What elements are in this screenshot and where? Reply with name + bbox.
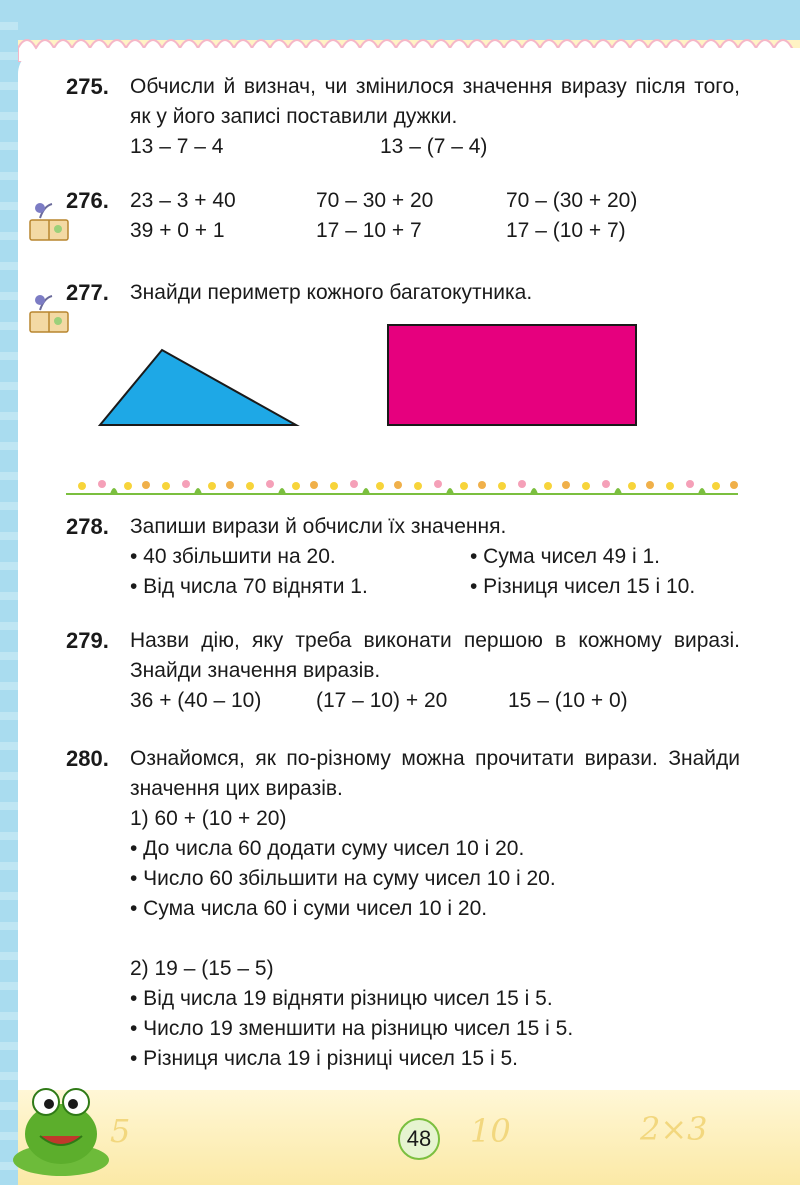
task-item: • Від числа 70 відняти 1. (130, 575, 368, 598)
exercise-number: 277. (66, 280, 109, 305)
exercise-number: 275. (66, 74, 109, 99)
exercise-body (130, 626, 740, 716)
expression-row (130, 132, 740, 162)
expression: 39 + 0 + 1 (130, 219, 225, 242)
exercise-body (130, 512, 740, 602)
expression: 23 – 3 + 40 (130, 189, 236, 212)
exercise-number: 278. (66, 514, 109, 539)
reading-item: • Від числа 19 відняти різницю чисел 15 і 5. (130, 987, 553, 1010)
expression-row (130, 216, 740, 246)
expression: 13 – 7 – 4 (130, 135, 224, 158)
exercise-text: Запиши вирази й обчисли їх значення. (130, 515, 507, 538)
expression: (17 – 10) + 20 (316, 689, 448, 712)
exercise-276 (66, 186, 746, 246)
expression: 70 – (30 + 20) (506, 189, 638, 212)
footer-decoration: 5 (110, 1112, 131, 1150)
expression: 17 – 10 + 7 (316, 219, 422, 242)
exercise-279 (66, 626, 746, 716)
expression: 36 + (40 – 10) (130, 689, 262, 712)
exercise-275 (66, 72, 746, 162)
flower-strip (66, 468, 738, 498)
part-title: 1) 60 + (10 + 20) (130, 807, 287, 830)
expression-row (130, 186, 740, 216)
frog-icon (6, 1072, 116, 1182)
expression-row (130, 686, 740, 716)
exercise-text: Ознайомся, як по-різному можна прочитати вирази. Знайди значення цих виразів. (130, 747, 740, 800)
task-item: • Сума чисел 49 і 1. (470, 545, 661, 568)
exercise-body (130, 186, 740, 246)
expression: 70 – 30 + 20 (316, 189, 434, 212)
exercise-body (130, 278, 740, 308)
triangle-shape (96, 346, 300, 428)
reading-item: • Число 19 зменшити на різницю чисел 15 і 5. (130, 1017, 574, 1040)
rectangle-shape (387, 324, 637, 426)
exercise-number: 280. (66, 746, 109, 771)
exercise-text: Обчисли й визнач, чи змінилося значення виразу після того, як у його записі поставили дужки. (130, 75, 740, 128)
exercise-278 (66, 512, 746, 602)
task-item: • 40 збільшити на 20. (130, 545, 336, 568)
exercise-number: 276. (66, 188, 109, 213)
footer-decoration: 2×3 (640, 1110, 708, 1148)
page-number: 48 (398, 1118, 440, 1160)
task-row (130, 542, 740, 572)
reading-item: • До числа 60 додати суму чисел 10 і 20. (130, 837, 525, 860)
exercise-number: 279. (66, 628, 109, 653)
expression: 17 – (10 + 7) (506, 219, 626, 242)
part-title: 2) 19 – (15 – 5) (130, 957, 274, 980)
reading-item: • Сума числа 60 і суми чисел 10 і 20. (130, 897, 488, 920)
left-frame (0, 0, 18, 1185)
expression: 15 – (10 + 0) (508, 689, 628, 712)
reading-item: • Різниця числа 19 і різниці чисел 15 і 5. (130, 1047, 518, 1070)
exercise-body (130, 744, 740, 1074)
expression: 13 – (7 – 4) (380, 135, 488, 158)
footer-decoration: 10 (470, 1112, 511, 1150)
exercise-text: Назви дію, яку треба виконати першою в кожному виразі. Знайди значення виразів. (130, 629, 740, 682)
exercise-280 (66, 744, 746, 1074)
exercise-text: Знайди периметр кожного багатокутника. (130, 281, 533, 304)
task-item: • Різниця чисел 15 і 10. (470, 575, 696, 598)
task-row (130, 572, 740, 602)
reading-item: • Число 60 збільшити на суму чисел 10 і 20. (130, 867, 556, 890)
exercise-body (130, 72, 740, 162)
exercise-277 (66, 278, 746, 310)
